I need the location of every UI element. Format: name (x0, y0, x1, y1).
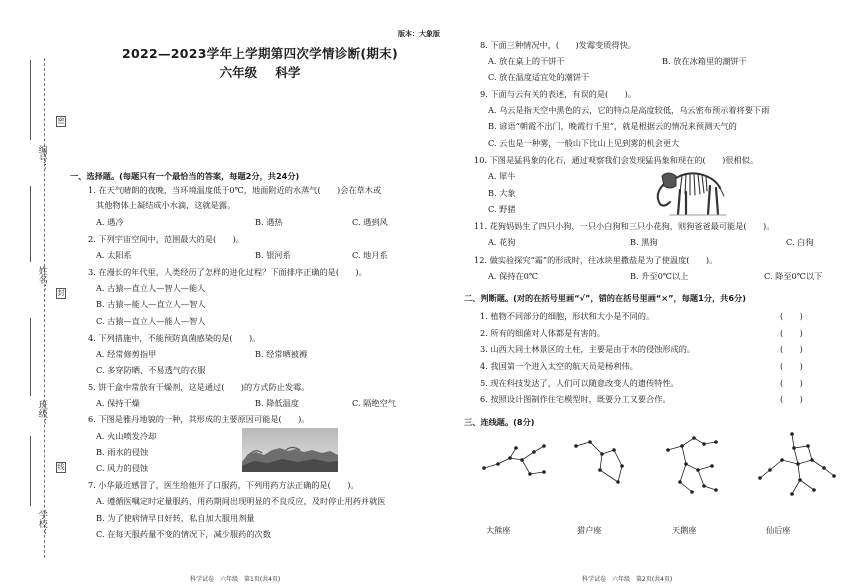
judge-item-1: 1. 植物不同部分的细胞，形状和大小是不同的。 (480, 311, 655, 321)
class-field-line[interactable] (30, 318, 31, 396)
q6-text: 6. 下图是雅丹地貌的一种，其形成的主要原因可能是( )。 (88, 414, 310, 424)
edition-label: 版本：大象版 (398, 30, 440, 38)
name-field-label: 姓名： (36, 266, 47, 293)
q12-option-c[interactable]: C. 降至0℃以下 (764, 271, 823, 281)
q2-option-a[interactable]: A. 太阳系 (96, 250, 132, 260)
q7-text: 7. 小华最近感冒了，医生给他开了口服药，下列用药方法正确的是( )。 (88, 480, 359, 490)
q8-option-a[interactable]: A. 放在桌上的干饼干 (488, 56, 565, 66)
q11-option-c[interactable]: C. 白狗 (786, 237, 814, 247)
judge-item-6: 6. 按照设计图制作住宅模型时，既要分工又要合作。 (480, 394, 671, 404)
binding-margin (0, 0, 65, 588)
q4-text: 4. 下列措施中，不能预防真菌感染的是( )。 (88, 333, 261, 343)
q9-option-c[interactable]: C. 云也是一种雾，一般山下比山上见到雾的机会更大 (488, 138, 680, 148)
school-field-label: 学校： (36, 510, 47, 537)
judge-item-2: 2. 所有的细菌对人体都是有害的。 (480, 328, 606, 338)
judge-answer-2[interactable]: ( ) (780, 328, 803, 338)
page-right (462, 0, 857, 588)
q10-option-b[interactable]: B. 大象 (488, 188, 516, 198)
q2-text: 2. 下列宇宙空间中，范围最大的是( )。 (88, 234, 244, 244)
q10-option-c[interactable]: C. 野猪 (488, 204, 516, 214)
constellation-figure-4[interactable] (752, 430, 842, 502)
q4-option-b[interactable]: B. 经常晒被褥 (255, 349, 308, 359)
q2-option-b[interactable]: B. 银河系 (255, 250, 291, 260)
footer-left: 科学试卷 六年级 第1页(共4页) (190, 576, 281, 583)
q11-option-a[interactable]: A. 花狗 (488, 237, 516, 247)
seal-char-mi: 密 (57, 117, 65, 125)
constellation-label-cygnus[interactable]: 天鹅座 (672, 525, 697, 535)
school-field-line[interactable] (30, 436, 31, 506)
section-choice-heading: 一、选择题。(每题只有一个最恰当的答案，每题2分，共24分) (70, 171, 300, 181)
q7-option-b[interactable]: B. 为了使病情早日好转，私自加大服用剂量 (96, 513, 255, 523)
yardang-photo (242, 428, 338, 472)
q5-option-b[interactable]: B. 降低温度 (255, 398, 299, 408)
q1-text-cont: 其他物体上凝结成小水滴，这就是露。 (96, 200, 236, 210)
q9-option-b[interactable]: B. 谚语“朝霞不出门，晚霞行千里”，就是根据云的情况来预测天气的 (488, 121, 737, 131)
section-match-heading: 三、连线题。(8分) (464, 417, 535, 427)
judge-answer-5[interactable]: ( ) (780, 378, 803, 388)
constellation-label-ursa-major[interactable]: 大熊座 (486, 525, 511, 535)
q4-option-c[interactable]: C. 多穿防晒、不易透气的衣服 (96, 365, 206, 375)
q12-option-b[interactable]: B. 升至0℃以上 (630, 271, 689, 281)
constellation-label-cassiopeia[interactable]: 仙后座 (766, 525, 791, 535)
q1-text: 1. 在天气晴朗的夜晚，当环境温度低于0℃，地面附近的水蒸气( )会在草木或 (88, 185, 382, 195)
q3-option-b[interactable]: B. 古猿—能人—直立人—智人 (96, 299, 206, 309)
q1-option-b[interactable]: B. 遇热 (255, 217, 283, 227)
q3-option-c[interactable]: C. 古猿—直立人—能人—智人 (96, 316, 206, 326)
section-judge-heading: 二、判断题。(对的在括号里画“√”，错的在括号里画“×”，每题1分，共6分) (464, 293, 746, 303)
judge-answer-6[interactable]: ( ) (780, 394, 803, 404)
constellation-label-orion[interactable]: 猎户座 (577, 525, 602, 535)
q5-option-a[interactable]: A. 保持干燥 (96, 398, 140, 408)
judge-item-3: 3. 山西大同土林景区的土柱，主要是由于水的侵蚀形成的。 (480, 344, 696, 354)
judge-item-4: 4. 我国第一个进入太空的航天员是杨利伟。 (480, 361, 638, 371)
footer-right: 科学试卷 六年级 第2页(共4页) (582, 576, 673, 583)
name-field-line[interactable] (30, 186, 31, 262)
judge-item-5: 5. 现在科技发达了，人们可以随意改变人的遗传特性。 (480, 378, 679, 388)
q5-option-c[interactable]: C. 隔绝空气 (352, 398, 396, 408)
seal-char-feng: 封 (57, 289, 65, 297)
constellation-figure-2[interactable] (572, 436, 644, 496)
q3-text: 3. 在漫长的年代里，人类经历了怎样的进化过程？下面排序正确的是( )。 (88, 267, 367, 277)
number-field-line[interactable] (30, 60, 31, 140)
mammoth-fossil-image (650, 166, 730, 218)
q9-option-a[interactable]: A. 乌云是指天空中黑色的云，它的特点是高度较低，乌云密布预示着将要下雨 (488, 105, 770, 115)
q6-option-b[interactable]: B. 雨水的侵蚀 (96, 447, 149, 457)
q12-option-a[interactable]: A. 保持在0℃ (488, 271, 539, 281)
q10-text: 10. 下图是猛犸象的化石，通过观察我们会发现猛犸象和现在的( )很相似。 (474, 155, 759, 165)
exam-subtitle: 六年级 科学 (219, 65, 301, 80)
q2-option-c[interactable]: C. 地月系 (352, 250, 388, 260)
q4-option-a[interactable]: A. 经常修剪指甲 (96, 349, 157, 359)
q10-option-a[interactable]: A. 犀牛 (488, 171, 516, 181)
number-field-label: 编号： (36, 145, 47, 172)
seal-dashed-line (44, 58, 45, 558)
q8-option-c[interactable]: C. 放在温度适宜处的潮饼干 (488, 72, 590, 82)
constellation-figure-3[interactable] (658, 430, 738, 502)
q9-text: 9. 下面与云有关的表述，有误的是( )。 (480, 89, 636, 99)
q7-option-c[interactable]: C. 在每天服药量不变的情况下，减少服药的次数 (96, 529, 271, 539)
q1-option-a[interactable]: A. 遇冷 (96, 217, 124, 227)
class-field-label: 班级： (36, 400, 47, 427)
judge-answer-3[interactable]: ( ) (780, 344, 803, 354)
q6-option-c[interactable]: C. 风力的侵蚀 (96, 463, 149, 473)
exam-title: 2022—2023学年上学期第四次学情诊断(期末) (121, 46, 398, 61)
q1-option-c[interactable]: C. 遇到风 (352, 217, 388, 227)
constellation-figure-1[interactable] (480, 438, 560, 498)
judge-answer-4[interactable]: ( ) (780, 361, 803, 371)
q11-option-b[interactable]: B. 黑狗 (630, 237, 658, 247)
judge-answer-1[interactable]: ( ) (780, 311, 803, 321)
q11-text: 11. 花狗妈妈生了四只小狗，一只小白狗和三只小花狗，则狗爸爸最可能是( )。 (474, 221, 775, 231)
q5-text: 5. 饼干盒中常放有干燥剂，这是通过( )的方式防止发霉。 (88, 382, 310, 392)
seal-char-xian: 线 (57, 463, 65, 471)
page-left (70, 0, 450, 588)
q12-text: 12. 做实验探究“霜”的形成时，往冰块里撒盐是为了使温度( )。 (474, 255, 718, 265)
q3-option-a[interactable]: A. 古猿—直立人—智人—能人 (96, 283, 206, 293)
q8-text: 8. 下面三种情况中，( )发霉变质得快。 (480, 40, 636, 50)
q8-option-b[interactable]: B. 放在冰箱里的潮饼干 (662, 56, 747, 66)
q7-option-a[interactable]: A. 遵循医嘱定时定量服药，用药期间出现明显的不良反应，及时停止用药并就医 (96, 496, 386, 506)
q6-option-a[interactable]: A. 火山喷发冷却 (96, 431, 157, 441)
